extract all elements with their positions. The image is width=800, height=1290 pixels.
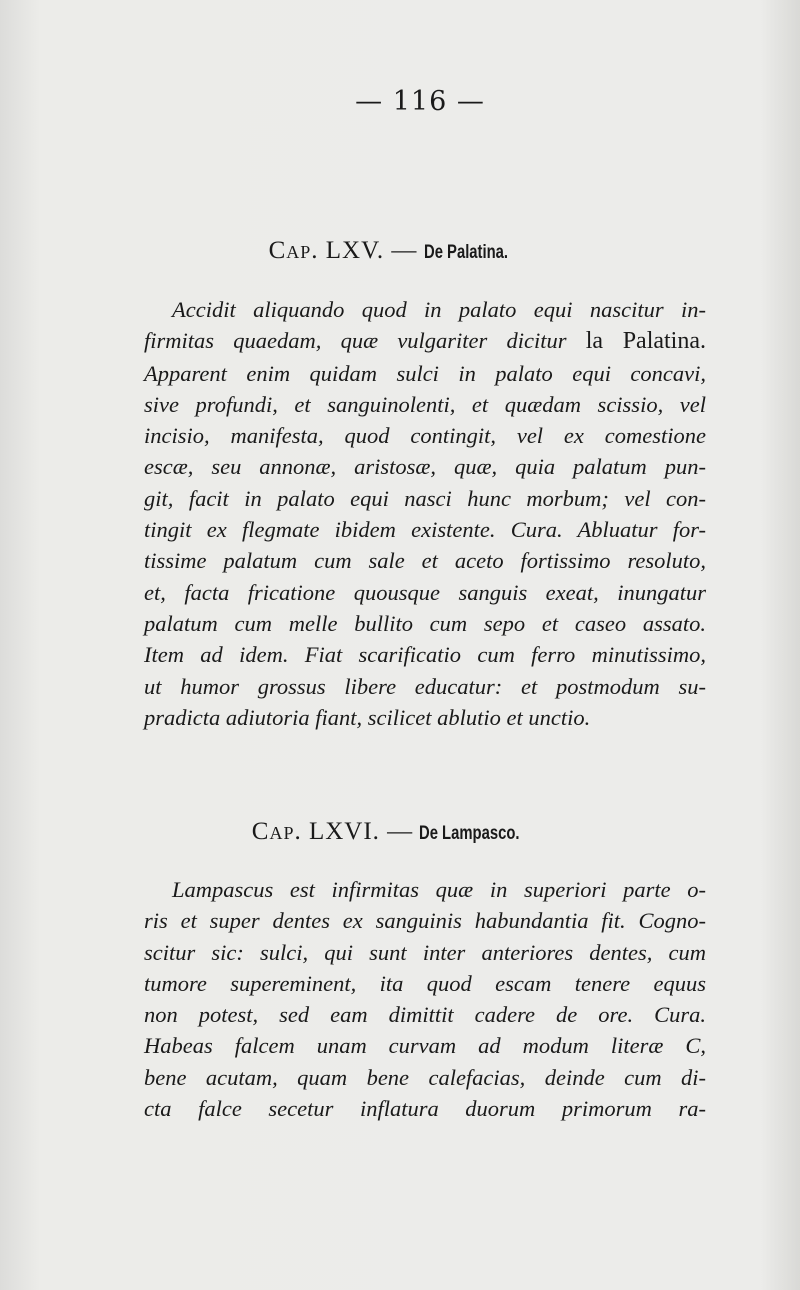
chapter-66-number: Cap. LXVI. — bbox=[251, 818, 414, 845]
text-line: Lampascus est infirmitas quæ in superiori parte o- bbox=[172, 877, 706, 902]
text-line: ut humor grossus libere educatur: et postmodum su- bbox=[144, 673, 706, 699]
chapter-66-text bbox=[144, 874, 706, 1124]
text-line: non potest, sed eam dimittit cadere de ore. Cura. bbox=[144, 1002, 706, 1028]
chapter-65-title: De Palatina. bbox=[423, 242, 508, 263]
text-line: Habeas falcem unam curvam ad modum literæ C, bbox=[144, 1033, 706, 1059]
text-line: scitur sic: sulci, qui sunt inter anteriores dentes, cum bbox=[144, 939, 706, 965]
chapter-65-text bbox=[144, 294, 706, 733]
text-line: palatum cum melle bullito cum sepo et caseo assato. bbox=[144, 610, 706, 636]
text-line: Accidit aliquando quod in palato equi nascitur in- bbox=[172, 297, 706, 322]
text-line: Apparent enim quidam sulci in palato equi concavi, bbox=[144, 360, 706, 386]
chapter-66-title: De Lampasco. bbox=[419, 823, 520, 844]
chapter-65-heading bbox=[0, 237, 800, 265]
text-line: sive profundi, et sanguinolenti, et quædam scissio, vel bbox=[144, 391, 706, 417]
text-line: incisio, manifesta, quod contingit, vel ex comestione bbox=[144, 423, 706, 449]
chapter-65-number: Cap. LXV. — bbox=[268, 237, 418, 264]
page-number: — 116 — bbox=[355, 86, 485, 117]
chapter-66-heading bbox=[0, 818, 800, 846]
text-line: pradicta adiutoria fiant, scilicet ablutio et unctio. bbox=[144, 704, 591, 730]
text-line: tumore supereminent, ita quod escam tenere equus bbox=[144, 970, 706, 996]
text-line: bene acutam, quam bene calefacias, deinde cum di- bbox=[144, 1064, 706, 1090]
text-line: tissime palatum cum sale et aceto fortissimo resoluto, bbox=[144, 548, 706, 574]
text-line: ris et super dentes ex sanguinis habundantia fit. Cogno- bbox=[144, 908, 706, 934]
text-line: tingit ex flegmate ibidem existente. Cura. Abluatur for- bbox=[144, 517, 706, 543]
text-line: escæ, seu annonæ, aristosæ, quæ, quia palatum pun- bbox=[144, 454, 706, 480]
text-line: cta falce secetur inflatura duorum primorum ra- bbox=[144, 1096, 706, 1122]
text-line: firmitas quaedam, quæ vulgariter dicitur la Palatina. bbox=[144, 328, 706, 355]
text-line: git, facit in palato equi nasci hunc morbum; vel con- bbox=[144, 485, 706, 511]
text-line: et, facta fricatione quousque sanguis exeat, inungatur bbox=[144, 579, 706, 605]
text-line: Item ad idem. Fiat scarificatio cum ferro minutissimo, bbox=[144, 642, 706, 668]
palatina-term: la Palatina. bbox=[585, 328, 706, 355]
